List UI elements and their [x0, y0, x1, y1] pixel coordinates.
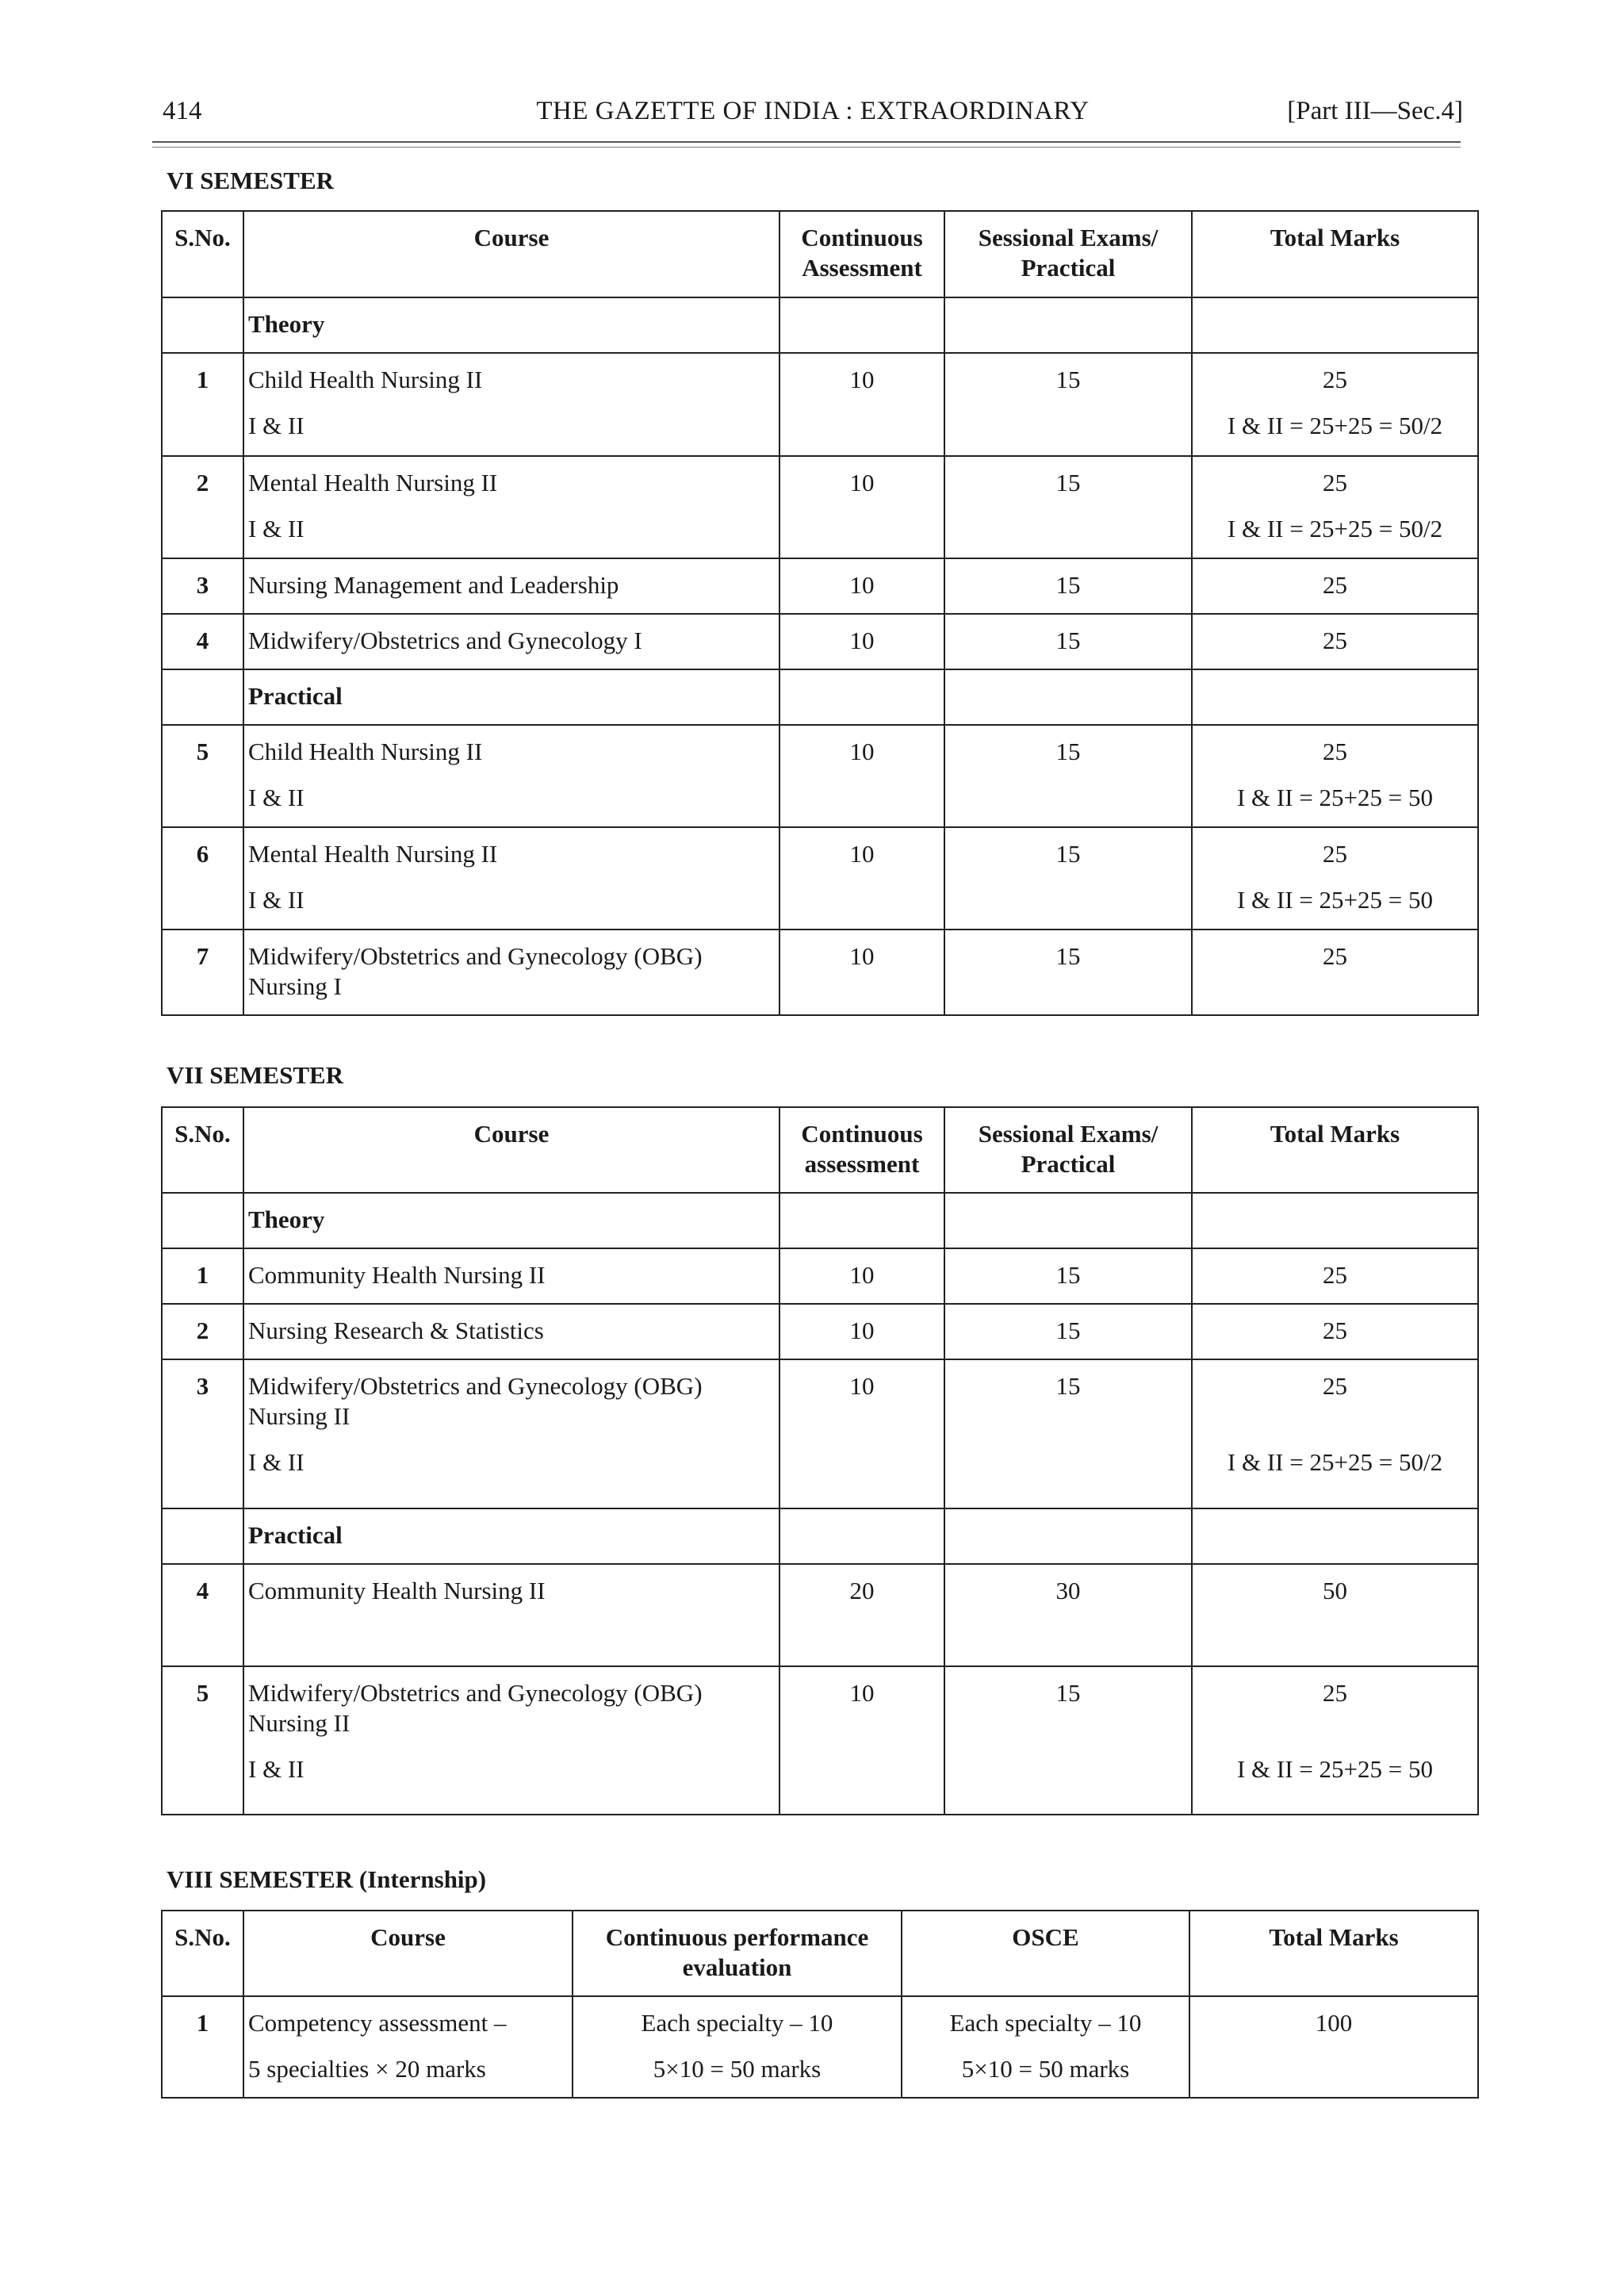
table-header-row	[162, 1911, 1478, 1996]
total-value: 25	[1323, 1372, 1347, 1400]
section-label: Theory	[243, 297, 779, 353]
cell-sno: 1	[162, 1248, 243, 1304]
cell-se: 15	[944, 827, 1192, 930]
course-sub: I & II	[248, 1755, 304, 1783]
table-row	[162, 1996, 1478, 2098]
cell-se: 15	[944, 1666, 1192, 1815]
cell-sno: 3	[162, 558, 243, 614]
total-note: I & II = 25+25 = 50/2	[1227, 412, 1443, 439]
cpe-value: Each specialty – 10	[641, 2009, 833, 2037]
col-course-header: Course	[243, 211, 779, 297]
total-value: 25	[1323, 840, 1347, 868]
col-total-header: Total Marks	[1189, 1911, 1478, 1996]
table-row	[162, 614, 1478, 669]
total-value: 25	[1323, 469, 1347, 496]
cell-se: 15	[944, 725, 1192, 827]
section-row-theory	[162, 297, 1478, 353]
cell-ca: 10	[779, 558, 944, 614]
col-total-header: Total Marks	[1192, 1107, 1478, 1193]
cell-course	[243, 827, 779, 930]
cell-ca: 10	[779, 1359, 944, 1508]
table-row	[162, 1564, 1478, 1666]
cell-se: 15	[944, 558, 1192, 614]
cell-total	[1192, 456, 1478, 558]
cell-course: Community Health Nursing II	[243, 1564, 779, 1666]
total-value: 25	[1323, 366, 1347, 393]
course-sub: 5 specialties × 20 marks	[248, 2055, 486, 2083]
cell-sno: 1	[162, 1996, 243, 2098]
course-name: Child Health Nursing II	[248, 366, 483, 393]
cell-sno: 4	[162, 1564, 243, 1666]
cell-course	[243, 353, 779, 456]
cell-course: Nursing Management and Leadership	[243, 558, 779, 614]
total-value: 25	[1323, 738, 1347, 765]
sem6-title: VI SEMESTER	[167, 167, 335, 194]
cell-se: 15	[944, 1248, 1192, 1304]
table-row	[162, 1359, 1478, 1508]
col-sno-header: S.No.	[162, 1107, 243, 1193]
total-note: I & II = 25+25 = 50	[1236, 886, 1434, 914]
total-note: I & II = 25+25 = 50	[1236, 1755, 1434, 1783]
cell-sno: 5	[162, 725, 243, 827]
section-label: Practical	[243, 1508, 779, 1564]
col-course-header: Course	[243, 1911, 573, 1996]
page-header	[163, 97, 1463, 135]
section-row-practical	[162, 669, 1478, 725]
course-name: Competency assessment –	[248, 2009, 507, 2037]
header-rule-top	[152, 141, 1461, 143]
table-row	[162, 456, 1478, 558]
cell-course: Community Health Nursing II	[243, 1248, 779, 1304]
table-header-row	[162, 211, 1478, 297]
col-osce-header: OSCE	[902, 1911, 1189, 1996]
cell-se: 15	[944, 456, 1192, 558]
col-ca-header: Continuous Assessment	[779, 211, 944, 297]
cell-se: 15	[944, 930, 1192, 1015]
cell-sno: 3	[162, 1359, 243, 1508]
course-sub: I & II	[248, 412, 304, 439]
cell-total: 25	[1192, 1248, 1478, 1304]
course-name: Mental Health Nursing II	[248, 840, 498, 868]
cell-se: 15	[944, 1304, 1192, 1359]
part-section: [Part III—Sec.4]	[1287, 97, 1463, 125]
table-row	[162, 827, 1478, 930]
cell-total: 25	[1192, 558, 1478, 614]
cell-se: 15	[944, 1359, 1192, 1508]
course-name: Midwifery/Obstetrics and Gynecology (OBG) Nursing II	[248, 1679, 703, 1737]
total-value: 25	[1323, 1679, 1347, 1707]
osce-note: 5×10 = 50 marks	[961, 2055, 1130, 2083]
section-label: Theory	[243, 1193, 779, 1248]
section-row-practical	[162, 1508, 1478, 1564]
cell-se: 30	[944, 1564, 1192, 1666]
total-note: I & II = 25+25 = 50/2	[1227, 1448, 1443, 1476]
cell-total	[1192, 1359, 1478, 1508]
col-cpe-header: Continuous performance evaluation	[573, 1911, 902, 1996]
table-row	[162, 1666, 1478, 1815]
col-se-header: Sessional Exams/ Practical	[944, 211, 1192, 297]
cell-total	[1192, 1666, 1478, 1815]
cell-course	[243, 1359, 779, 1508]
cell-sno: 5	[162, 1666, 243, 1815]
cell-ca: 10	[779, 353, 944, 456]
cell-course: Midwifery/Obstetrics and Gynecology (OBG) Nursing I	[243, 930, 779, 1015]
cell-se: 15	[944, 614, 1192, 669]
cell-course: Nursing Research & Statistics	[243, 1304, 779, 1359]
cell-sno: 2	[162, 456, 243, 558]
cell-course	[243, 456, 779, 558]
table-header-row	[162, 1107, 1478, 1193]
header-rule-bottom	[152, 147, 1461, 148]
section-label: Practical	[243, 669, 779, 725]
course-sub: I & II	[248, 1448, 304, 1476]
course-sub: I & II	[248, 784, 304, 811]
course-sub: I & II	[248, 515, 304, 542]
cell-total	[1192, 725, 1478, 827]
total-note: I & II = 25+25 = 50/2	[1227, 515, 1443, 542]
cell-sno: 4	[162, 614, 243, 669]
cpe-note: 5×10 = 50 marks	[653, 2055, 822, 2083]
cell-ca: 10	[779, 1248, 944, 1304]
table-row	[162, 353, 1478, 456]
cell-osce	[902, 1996, 1189, 2098]
cell-sno: 6	[162, 827, 243, 930]
sem6-table	[161, 210, 1479, 1016]
cell-total	[1192, 827, 1478, 930]
table-row	[162, 558, 1478, 614]
cell-ca: 10	[779, 1304, 944, 1359]
cell-se: 15	[944, 353, 1192, 456]
section-row-theory	[162, 1193, 1478, 1248]
page-number: 414	[163, 97, 202, 125]
cell-total: 25	[1192, 930, 1478, 1015]
cell-sno: 1	[162, 353, 243, 456]
sem7-table	[161, 1106, 1479, 1815]
course-name: Mental Health Nursing II	[248, 469, 498, 496]
total-note: I & II = 25+25 = 50	[1236, 784, 1434, 811]
table-row	[162, 930, 1478, 1015]
table-row	[162, 1248, 1478, 1304]
cell-sno: 2	[162, 1304, 243, 1359]
osce-value: Each specialty – 10	[949, 2009, 1142, 2037]
cell-cpe	[573, 1996, 902, 2098]
table-row	[162, 1304, 1478, 1359]
cell-ca: 10	[779, 930, 944, 1015]
cell-course	[243, 1666, 779, 1815]
cell-ca: 10	[779, 614, 944, 669]
cell-ca: 10	[779, 827, 944, 930]
col-total-header: Total Marks	[1192, 211, 1478, 297]
table-row	[162, 725, 1478, 827]
course-name: Child Health Nursing II	[248, 738, 483, 765]
cell-sno: 7	[162, 930, 243, 1015]
cell-total	[1192, 353, 1478, 456]
cell-ca: 20	[779, 1564, 944, 1666]
col-sno-header: S.No.	[162, 1911, 243, 1996]
cell-ca: 10	[779, 1666, 944, 1815]
cell-course: Midwifery/Obstetrics and Gynecology I	[243, 614, 779, 669]
cell-ca: 10	[779, 456, 944, 558]
gazette-title: THE GAZETTE OF INDIA : EXTRAORDINARY	[536, 97, 1090, 125]
col-course-header: Course	[243, 1107, 779, 1193]
cell-total: 25	[1192, 1304, 1478, 1359]
cell-ca: 10	[779, 725, 944, 827]
course-name: Midwifery/Obstetrics and Gynecology (OBG) Nursing II	[248, 1372, 703, 1430]
col-sno-header: S.No.	[162, 211, 243, 297]
cell-total: 50	[1192, 1564, 1478, 1666]
sem8-table	[161, 1910, 1479, 2099]
cell-course	[243, 725, 779, 827]
col-se-header: Sessional Exams/ Practical	[944, 1107, 1192, 1193]
cell-course	[243, 1996, 573, 2098]
course-sub: I & II	[248, 886, 304, 914]
sem7-title: VII SEMESTER	[167, 1061, 344, 1089]
cell-total: 100	[1189, 1996, 1478, 2098]
col-ca-header: Continuous assessment	[779, 1107, 944, 1193]
sem8-title: VIII SEMESTER (Internship)	[167, 1865, 487, 1893]
cell-total: 25	[1192, 614, 1478, 669]
